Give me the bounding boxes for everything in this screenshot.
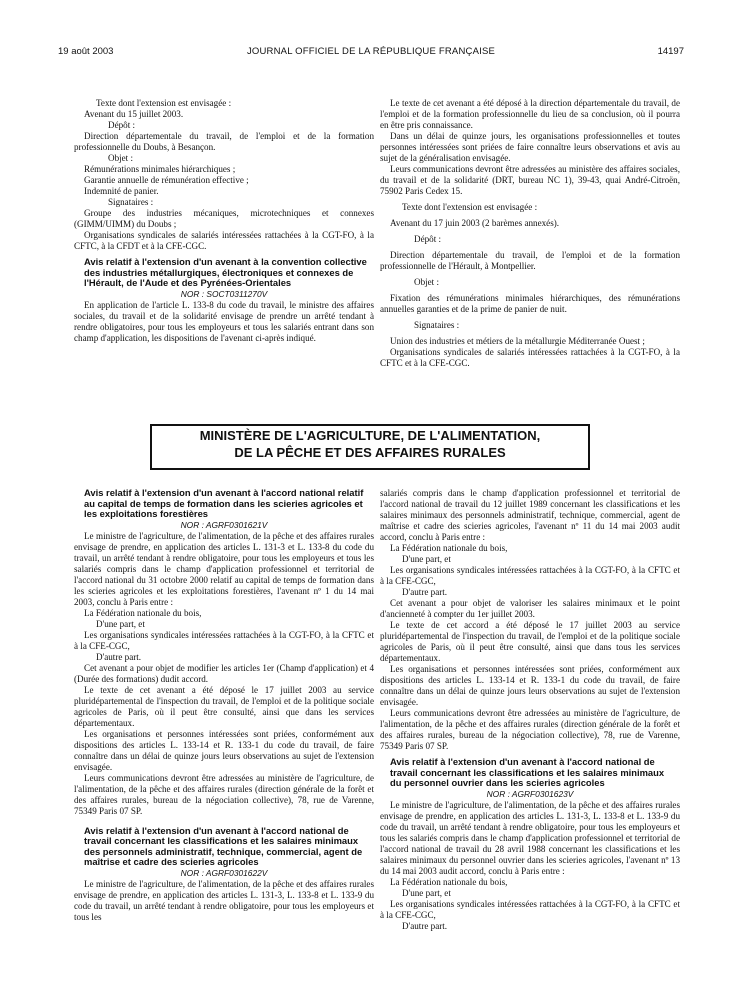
ministry-line: DE LA PÊCHE ET DES AFFAIRES RURALES (234, 444, 506, 460)
ministry-line: MINISTÈRE DE L'AGRICULTURE, DE L'ALIMENTATION, (199, 428, 541, 443)
party-line: Les organisations syndicales intéressées rattachées à la CGT-FO, à la CFTC et à la CFE-CGC, (380, 898, 680, 920)
top-right-column (380, 98, 680, 369)
paragraph: Le texte de cet avenant a été déposé le 17 juillet 2003 au service pluridépartemental de l'inspection du travail, de l'emploi et de la politique sociale agricoles de Paris, où il peut être consulté, ainsi que dans les services départementaux. (74, 684, 374, 728)
paragraph: Leurs communications devront être adressées au ministère de l'agriculture, de l'alimentation, de la pêche et des affaires rurales (direction générale de la forêt et des affaires rurales, bureau de la négociation collective), 78, rue de Varenne, 75349 Paris 07 SP. (74, 772, 374, 816)
nor-code: NOR : AGRF0301621V (180, 519, 268, 530)
objet-heading: Objet : (414, 277, 440, 287)
paragraph: Dans un délai de quinze jours, les organisations professionnelles et toutes personnes intéressées sont priées de faire connaître leurs observations et avis au sujet de la généralisation envisagée. (380, 131, 680, 163)
header-journal-title: JOURNAL OFFICIEL DE LA RÉPUBLIQUE FRANÇAISE (246, 46, 496, 57)
objet-line: Rémunérations minimales hiérarchiques ; (84, 164, 236, 174)
avenant-date: Avenant du 15 juillet 2003. (84, 109, 184, 119)
nor-code: NOR : SOCT0311270V (180, 288, 268, 299)
party-line: D'une part, et (96, 618, 145, 629)
depot-heading: Dépôt : (108, 120, 136, 130)
paragraph: Le ministre de l'agriculture, de l'alimentation, de la pêche et des affaires rurales envisage de prendre, en application des articles L. 131-3, L. 133-8 et L. 133-9 du code du travail, un arrêté tendant à rendre obligatoire, pour tous les employeurs et tous les (74, 878, 374, 922)
avis-title: Avis relatif à l'extension d'un avenant à l'accord national de travail concernant les classifications et les salaires minimaux du personnel ouvrier dans les scieries agricoles (390, 756, 665, 788)
party-line: La Fédération nationale du bois, (390, 876, 508, 887)
party-line: Les organisations syndicales intéressées rattachées à la CGT-FO, à la CFTC et à la CFE-CGC, (74, 629, 374, 651)
avis-title: Avis relatif à l'extension d'un avenant à l'accord national de travail concernant les classifications et les salaires minimaux des personnels administratif, technique, commercial, agent de maîtrise et cadre des scieries agricoles (84, 824, 363, 867)
paragraph: Cet avenant a pour objet de modifier les articles 1er (Champ d'application) et 4 (Durée des formations) dudit accord. (74, 662, 374, 684)
avis-title: Avis relatif à l'extension d'un avenant à l'accord national relatif au capital de temps de formation dans les scieries agricoles et les exploitations forestières (84, 487, 364, 519)
paragraph: Le ministre de l'agriculture, de l'alimentation, de la pêche et des affaires rurales envisage de prendre, en application des articles L. 131-3, L. 133-8 et L. 133-9 du code du travail, un arrêté tendant à rendre obligatoire, pour tous les employeurs et tous les salariés compris dans le champ d'application professionnel et territorial de l'accord national de travail du 28 avril 1988 concernant les classifications et les salaires minimaux du personnel ouvrier dans les scieries agricoles, l'avenant nº 13 du 14 mai 2003 audit accord, conclu à Paris entre : (380, 799, 680, 876)
paragraph: Le texte de cet accord a été déposé le 17 juillet 2003 au service pluridépartemental de l'inspection du travail, de l'emploi et de la politique sociale agricoles de Paris, où il peut être consulté, ainsi que dans tous les services départementaux. (380, 620, 680, 663)
avis-body: En application de l'article L. 133-8 du code du travail, le ministre des affaires sociales, du travail et de la solidarité envisage de prendre un arrêté tendant à rendre obligatoires, pour tous les employeurs et tous les salariés entrant dans son champ d'application, les dispositions de l'avenant ci-après indiqué. (74, 299, 374, 343)
signataire-text: Groupe des industries mécaniques, microtechniques et connexes (GIMM/UIMM) du Doubs ; (74, 208, 374, 229)
objet-line: Garantie annuelle de rémunération effective ; (84, 175, 249, 185)
text-heading: Texte dont l'extension est envisagée : (96, 98, 232, 108)
header-page-number: 14197 (657, 46, 684, 57)
party-line: D'une part, et (402, 554, 451, 564)
depot-heading: Dépôt : (414, 234, 442, 244)
signataire-text: Organisations syndicales de salariés intéressées rattachées à la CGT-FO, à la CFTC et à la CFE-CGC. (380, 347, 680, 368)
party-line: D'autre part. (96, 651, 142, 662)
paragraph: salariés compris dans le champ d'application professionnel et territorial de l'accord national de travail du 12 juillet 1989 concernant les classifications et les salaires minimaux des personnels administratif, technique, commercial, agent de maîtrise et cadre des scieries agricoles, l'avenant nº 11 du 14 mai 2003 audit accord, conclu à Paris entre : (380, 488, 680, 542)
ministry-banner (150, 424, 590, 470)
party-line: D'autre part. (402, 920, 448, 931)
party-line: D'une part, et (402, 887, 451, 898)
avenant-date: Avenant du 17 juin 2003 (2 barèmes annexés). (390, 218, 560, 228)
paragraph: Les organisations et personnes intéressées sont priées, conformément aux dispositions des articles L. 133-14 et R. 133-1 du code du travail, de faire connaître dans un délai de quinze jours leurs observations au sujet de l'extension envisagée. (74, 728, 374, 772)
header-date: 19 août 2003 (58, 46, 114, 57)
paragraph: Le ministre de l'agriculture, de l'alimentation, de la pêche et des affaires rurales envisage de prendre, en application des articles L. 131-3 et L. 133-8 du code du travail, un arrêté tendant à rendre obligatoire, pour tous les employeurs et tous les salariés compris dans le champ d'application professionnel et territorial de l'accord national du 31 octobre 2000 relatif au capital de temps de formation dans les scieries agricoles et les exploitations forestières, l'avenant nº 1 du 14 mai 2003, conclu à Paris entre : (74, 530, 374, 607)
depot-text: Direction départementale du travail, de l'emploi et de la formation professionnelle du Doubs, à Besançon. (74, 131, 374, 152)
signataire-text: Union des industries et métiers de la métallurgie Méditerranée Ouest ; (390, 336, 645, 346)
party-line: La Fédération nationale du bois, (84, 607, 202, 618)
depot-text: Direction départementale du travail, de l'emploi et de la formation professionnelle de l'Hérault, à Montpellier. (380, 250, 680, 271)
objet-text: Fixation des rémunérations minimales hiérarchiques, des rémunérations annuelles garanties et de la prime de panier de nuit. (380, 293, 680, 314)
party-line: La Fédération nationale du bois, (390, 543, 508, 553)
signataire-text: Organisations syndicales de salariés intéressées rattachées à la CGT-FO, à la CFTC, à la CFDT et à la CFE-CGC. (74, 230, 374, 251)
top-left-column (74, 98, 374, 344)
objet-heading: Objet : (108, 153, 134, 163)
nor-code: NOR : AGRF0301623V (486, 788, 574, 799)
page-header (58, 46, 684, 62)
party-line: Les organisations syndicales intéressées rattachées à la CGT-FO, à la CFTC et à la CFE-CGC, (380, 565, 680, 586)
paragraph: Le texte de cet avenant a été déposé à la direction départementale du travail, de l'emploi et de la formation professionnelle du lieu de sa conclusion, où il pourra en être pris connaissance. (380, 98, 680, 130)
paragraph: Les organisations et personnes intéressées sont priées, conformément aux dispositions des articles L. 133-14 et R. 133-1 du code du travail, de faire connaître dans un délai de quinze jours leurs observations au sujet de l'extension envisagée. (380, 664, 680, 707)
bottom-right-column (380, 488, 680, 932)
paragraph: Cet avenant a pour objet de valoriser les salaires minimaux et le point d'ancienneté à compter du 1er juillet 2003. (380, 598, 680, 619)
party-line: D'autre part. (402, 587, 448, 597)
nor-code: NOR : AGRF0301622V (180, 867, 268, 878)
paragraph: Leurs communications devront être adressées au ministère de l'agriculture, de l'alimentation, de la pêche et des affaires rurales (direction générale de la forêt et des affaires rurales, bureau de la négociation collective), 78, rue de Varenne, 75349 Paris 07 SP. (380, 708, 680, 751)
objet-line: Indemnité de panier. (84, 186, 159, 196)
bottom-left-column (74, 488, 374, 923)
avis-title: Avis relatif à l'extension d'un avenant à la convention collective des industries métallurgiques, électroniques et connexes de l'Hérault, de l'Aude et des Pyrénées-Orientales (84, 256, 367, 288)
signataires-heading: Signataires : (414, 320, 460, 330)
paragraph: Leurs communications devront être adressées au ministère des affaires sociales, du travail et de la solidarité (DRT, bureau NC 1), 39-43, quai André-Citroën, 75902 Paris Cedex 15. (380, 164, 680, 196)
text-heading: Texte dont l'extension est envisagée : (402, 202, 538, 212)
signataires-heading: Signataires : (108, 197, 154, 207)
